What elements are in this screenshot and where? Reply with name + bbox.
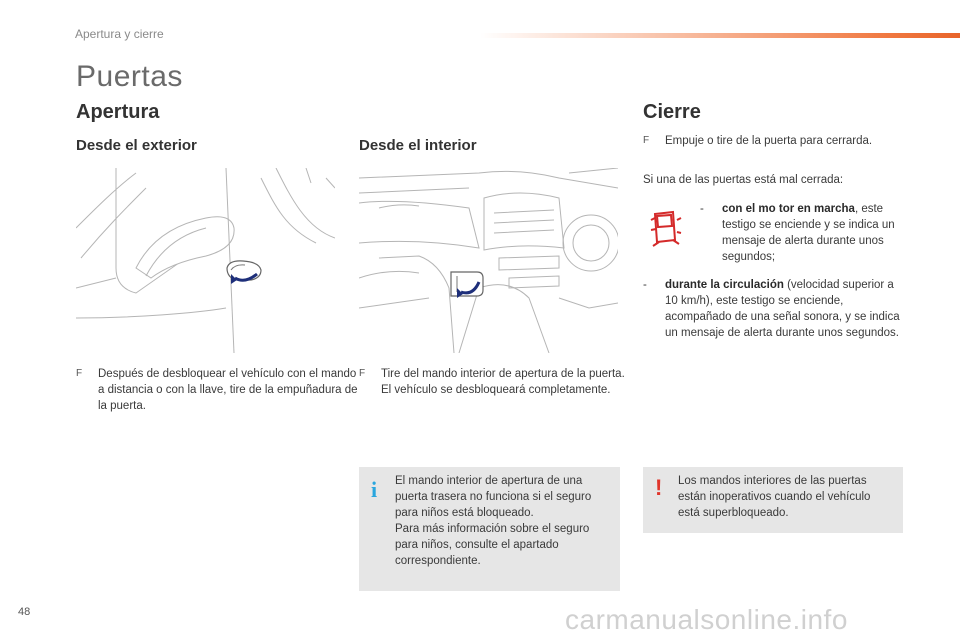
warning-note (643, 467, 903, 533)
cierre-instruction-text: Empuje o tire de la puerta para cerrarda. (665, 135, 873, 147)
bullet-icon: F (76, 368, 83, 379)
header-accent-line (480, 33, 960, 38)
section-label: Apertura y cierre (75, 27, 164, 41)
info-note (359, 467, 620, 591)
exterior-instruction-text: Después de desbloquear el vehículo con el mando a distancia o con la llave, tire de la empuñadura de la puerta. (98, 368, 358, 412)
heading-apertura: Apertura (76, 101, 160, 123)
watermark: carmanualsonline.info (565, 604, 848, 635)
cierre-item-engine (700, 201, 905, 265)
cierre-intro: Si una de las puertas está mal cerrada: (643, 174, 844, 186)
heading-desde-exterior: Desde el exterior (76, 137, 197, 154)
interior-door-illustration (359, 168, 618, 353)
cierre-item-driving (643, 277, 908, 341)
heading-desde-interior: Desde el interior (359, 137, 477, 154)
warning-note-text: Los mandos interiores de las puertas están inoperativos cuando el vehículo está superbloqueado. (678, 475, 871, 519)
interior-handle-pull-icon (447, 268, 487, 302)
interior-instruction-text: Tire del mando interior de apertura de la puerta. El vehículo se desbloqueará completamente. (381, 368, 625, 396)
dash-marker: - (700, 203, 704, 215)
door-handle-pull-icon (221, 258, 265, 288)
page-number: 48 (18, 606, 31, 618)
dash-marker: - (643, 279, 647, 291)
exterior-door-illustration (76, 168, 335, 353)
info-note-text: El mando interior de apertura de una puerta trasera no funciona si el seguro para niños está bloqueado. Para más información sobre el seguro para niños, consulte el apartado correspondiente. (395, 475, 592, 567)
cierre-item-engine-bold: con el mo tor en marcha (722, 203, 855, 215)
cierre-instruction (643, 133, 935, 149)
heading-cierre: Cierre (643, 101, 701, 123)
cierre-item-driving-bold: durante la circulación (665, 279, 784, 291)
bullet-icon: F (643, 135, 650, 146)
exterior-instruction (76, 366, 360, 414)
door-open-warning-icon (645, 206, 685, 250)
bullet-icon: F (359, 368, 366, 379)
cierre-item-driving-text: (velocidad superior a 10 km/h), este testigo se enciende, acompañado de una señal sonora, y se indica un mensaje de alerta durante unos segundos. (665, 279, 900, 339)
warning-icon: ! (655, 475, 663, 500)
page-title: Puertas (76, 60, 183, 93)
cierre-item-engine-text: , este testigo se enciende y se indica un mensaje de alerta durante unos segundos; (722, 203, 895, 263)
interior-instruction (359, 366, 631, 398)
info-icon: i (371, 477, 378, 502)
